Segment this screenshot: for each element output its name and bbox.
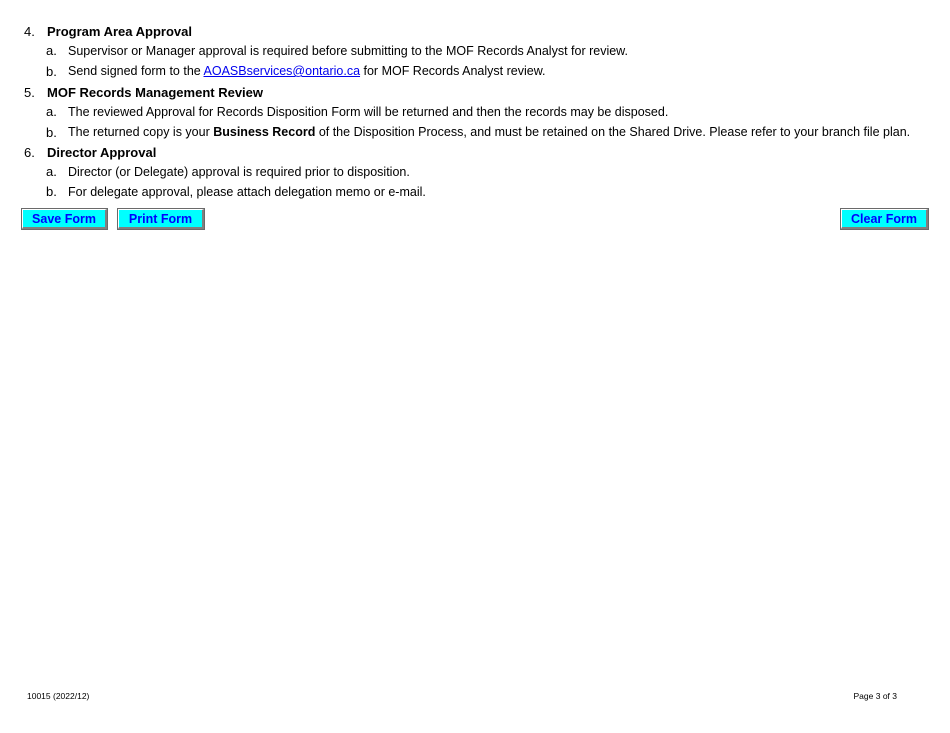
clear-form-button[interactable]: Clear Form [841, 209, 928, 229]
section-4-number: 4. [24, 24, 35, 39]
section-5a-text: The reviewed Approval for Records Disposition Form will be returned and then the records may be disposed. [68, 105, 669, 119]
section-5b-text [68, 125, 910, 139]
save-form-button[interactable]: Save Form [22, 209, 107, 229]
section-4b-letter: b. [46, 64, 57, 79]
section-5b-letter: b. [46, 125, 57, 140]
section-6a-text: Director (or Delegate) approval is required prior to disposition. [68, 165, 410, 179]
section-6b-letter: b. [46, 184, 57, 199]
section-5-title: MOF Records Management Review [47, 85, 263, 100]
email-link[interactable]: AOASBservices@ontario.ca [203, 64, 361, 78]
section-4b-text [68, 64, 546, 78]
section-6b-text: For delegate approval, please attach delegation memo or e-mail. [68, 185, 426, 199]
section-5b-text-after: of the Disposition Process, and must be retained on the Shared Drive. Please refer to your branch file plan. [315, 125, 911, 139]
section-6-number: 6. [24, 145, 35, 160]
section-4a-letter: a. [46, 43, 57, 58]
print-form-button[interactable]: Print Form [118, 209, 204, 229]
form-number: 10015 (2022/12) [27, 691, 90, 701]
section-5a-letter: a. [46, 104, 57, 119]
page-number: Page 3 of 3 [853, 691, 897, 701]
section-4b-text-before: Send signed form to the [68, 64, 204, 78]
section-4a-text: Supervisor or Manager approval is required before submitting to the MOF Records Analyst for review. [68, 44, 628, 58]
section-6a-letter: a. [46, 164, 57, 179]
section-6-title: Director Approval [47, 145, 157, 160]
section-4b-text-after: for MOF Records Analyst review. [360, 64, 546, 78]
section-4-title: Program Area Approval [47, 24, 192, 39]
section-5-number: 5. [24, 85, 35, 100]
business-record-bold: Business Record [213, 125, 316, 139]
section-5b-text-before: The returned copy is your [68, 125, 214, 139]
